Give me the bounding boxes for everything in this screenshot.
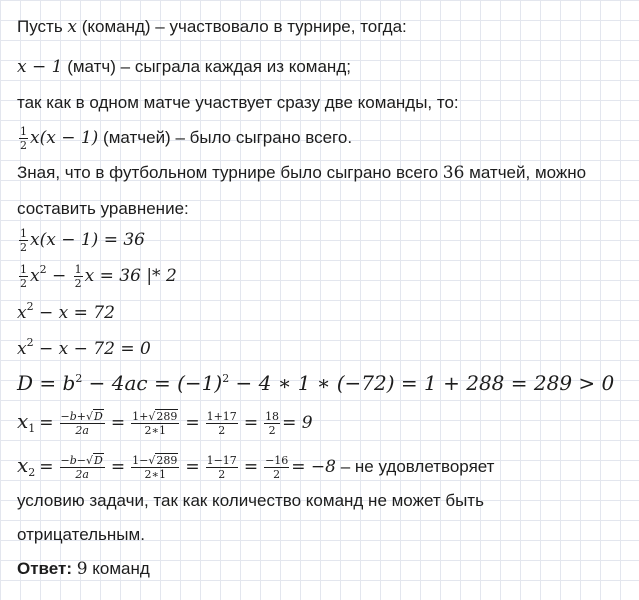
math-expr: − 4 ∗ 1 ∗ (−72) = 1 + 288 = 289 > 0 xyxy=(229,371,615,395)
text: Зная, что в футбольном турнире было сыграно всего xyxy=(17,163,443,182)
text: матчей, можно xyxy=(464,163,587,182)
math-expr: − x = 72 xyxy=(33,303,115,323)
fraction: $\frac{1}{2}$ xyxy=(20,125,27,152)
answer-label: Ответ: xyxy=(17,559,72,578)
fraction: $\frac{1}{2}$ xyxy=(20,227,27,254)
equation-1 xyxy=(17,228,633,253)
discriminant-line xyxy=(17,372,633,395)
root-x2-line: $x_2$ = $\frac{-b-√D}{2a}$ = $\frac{1-√289}{2∗1}$ = $\frac{1-17}{2}$ = $\frac{-16}{2}$ = −8 – не удовлетворяет xyxy=(17,453,495,482)
fraction: $\frac{1+17}{2}$ xyxy=(206,410,237,438)
text: так как в одном матче участвует сразу две команды, то: xyxy=(17,93,459,112)
math-var: x xyxy=(17,339,27,359)
fraction: $\frac{1+√289}{2∗1}$ xyxy=(132,410,178,438)
fraction: $\frac{1-√289}{2∗1}$ xyxy=(132,454,178,482)
line-matches-each xyxy=(17,56,633,78)
text: (команд) – участвовало в турнире, тогда: xyxy=(77,17,407,36)
math-expr: x(x − 1) xyxy=(30,127,99,148)
exponent: 2 xyxy=(26,336,34,349)
math-expr: = −8 xyxy=(291,457,336,477)
equation-3 xyxy=(17,302,633,324)
math-number: 36 xyxy=(442,163,465,183)
fraction: $\frac{1}{2}$ xyxy=(20,263,27,290)
line-negative xyxy=(17,524,633,546)
exponent: 2 xyxy=(222,372,230,385)
math-expr: x(x − 1) = 36 xyxy=(30,229,145,250)
text: отрицательным. xyxy=(17,525,145,544)
math-var: x xyxy=(17,409,29,433)
exponent: 2 xyxy=(26,300,34,313)
math-expr: x − 1 xyxy=(17,57,63,77)
math-expr: D = b xyxy=(17,371,76,395)
line-two-teams xyxy=(17,92,633,114)
text: условию задачи, так как количество команд не может быть xyxy=(17,491,484,510)
math-var: x xyxy=(67,17,77,37)
text: (матчей) – было сыграно всего. xyxy=(98,127,353,147)
math-expr: = 9 xyxy=(282,413,313,433)
subscript: 2 xyxy=(28,466,36,479)
fraction: $\frac{-16}{2}$ xyxy=(265,454,289,482)
line-compose xyxy=(17,198,633,220)
fraction: $\frac{1-17}{2}$ xyxy=(206,454,237,482)
subscript: 1 xyxy=(28,422,36,435)
text: – не удовлетворяет xyxy=(336,457,495,476)
math-var: x xyxy=(17,453,29,477)
text: (матч) – сыграла каждая из команд; xyxy=(62,57,351,76)
line-knowing xyxy=(17,162,633,184)
math-op: − xyxy=(46,265,72,286)
math-var: x xyxy=(30,265,40,286)
fraction: $\frac{18}{2}$ xyxy=(265,410,280,438)
math-expr: x = 36 |* 2 xyxy=(84,265,177,286)
answer-line xyxy=(17,558,633,580)
equation-2 xyxy=(17,264,633,289)
math-var: x xyxy=(17,303,27,323)
fraction: $\frac{-b-√D}{2a}$ xyxy=(60,454,103,482)
math-number: 9 xyxy=(76,559,88,579)
math-expr: − x − 72 = 0 xyxy=(33,339,151,359)
math-expr: − 4ac = (−1) xyxy=(82,371,223,395)
exponent: 2 xyxy=(39,262,47,276)
text: команд xyxy=(87,559,150,578)
text: Пусть xyxy=(17,17,68,36)
root-x1-line: $x_1$ = $\frac{-b+√D}{2a}$ = $\frac{1+√289}{2∗1}$ = $\frac{1+17}{2}$ = $\frac{18}{2}$ = 9 xyxy=(17,409,313,438)
equation-4 xyxy=(17,338,633,360)
text: составить уравнение: xyxy=(17,199,189,218)
exponent: 2 xyxy=(75,372,83,385)
fraction: $\frac{-b+√D}{2a}$ xyxy=(60,410,103,438)
line-let-x xyxy=(17,16,633,38)
line-total-matches xyxy=(17,126,633,151)
line-condition xyxy=(17,490,633,512)
fraction: $\frac{1}{2}$ xyxy=(74,263,82,290)
